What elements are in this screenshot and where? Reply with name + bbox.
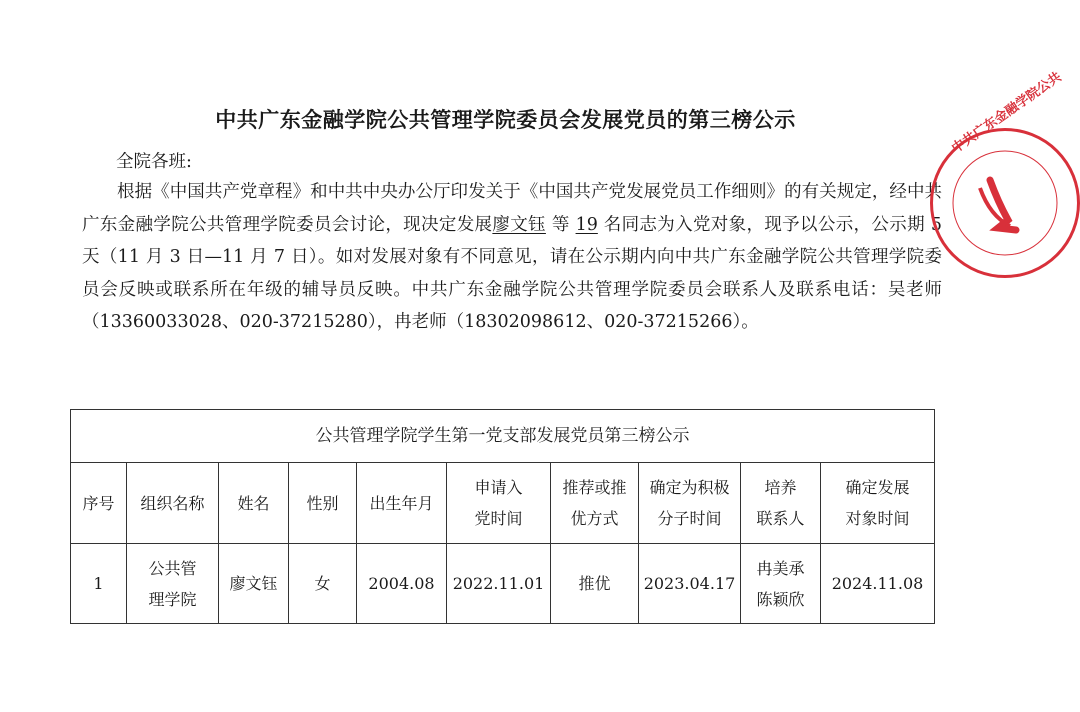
cell-org-line2: 理学院 bbox=[148, 589, 197, 609]
header-method-line1: 推荐或推 bbox=[562, 478, 627, 497]
header-dev-line2: 对象时间 bbox=[845, 509, 910, 528]
cell-apply-date: 2022.11.01 bbox=[447, 544, 551, 624]
cell-name: 廖文钰 bbox=[219, 544, 289, 624]
header-apply-line2: 党时间 bbox=[474, 509, 523, 528]
cell-contact bbox=[741, 544, 821, 624]
cell-dev-date: 2024.11.08 bbox=[821, 544, 935, 624]
header-activist-line1: 确定为积极 bbox=[649, 478, 730, 497]
cell-org-line1: 公共管 bbox=[148, 558, 197, 578]
header-no: 序号 bbox=[71, 463, 127, 544]
paragraph-text-a: 根据《中国共产党章程》和中共中央办公厅印发关于《中国共产党发展党员工作细则》的有关规定，经中共广东金融学院公共管理学院委员会讨论，现决定发展 bbox=[82, 182, 942, 235]
paragraph-text-c: 名同志为入党对象，现予以公示，公示期 5 天（11 月 3 日—11 月 7 日）。如对发展对象有不同意见，请在公示期内向中共广东金融学院公共管理学院委员会反映或联系所在年级的辅导员反映。中共广东金融学院公共管理学院委员会联系人及联系电话：吴老师（13360033028、020-37215280），冉老师（18302098612、020-37215266）。 bbox=[82, 214, 942, 332]
cell-birth: 2004.08 bbox=[357, 544, 447, 624]
cell-no: 1 bbox=[71, 544, 127, 624]
header-birth: 出生年月 bbox=[357, 463, 447, 544]
paragraph-text-b: 等 bbox=[551, 214, 570, 235]
official-seal bbox=[930, 69, 1080, 278]
page-title: 中共广东金融学院公共管理学院委员会发展党员的第三榜公示 bbox=[215, 108, 796, 132]
header-activist-date bbox=[639, 463, 741, 544]
table-header-row bbox=[71, 463, 935, 544]
header-apply-date bbox=[447, 463, 551, 544]
header-method bbox=[551, 463, 639, 544]
header-contact-line1: 培养 bbox=[764, 478, 797, 497]
header-contact-line2: 联系人 bbox=[756, 509, 805, 528]
header-name: 姓名 bbox=[219, 463, 289, 544]
body-paragraph bbox=[82, 176, 942, 339]
cell-org bbox=[127, 544, 219, 624]
candidate-table bbox=[70, 409, 935, 624]
header-method-line2: 优方式 bbox=[570, 509, 619, 528]
candidate-name-underlined: 廖文钰 bbox=[492, 214, 546, 235]
header-org: 组织名称 bbox=[127, 463, 219, 544]
header-dev-date bbox=[821, 463, 935, 544]
cell-gender: 女 bbox=[289, 544, 357, 624]
candidate-count-underlined: 19 bbox=[575, 214, 598, 235]
seal-text: 中共广东金融学院公共 bbox=[949, 69, 1065, 157]
header-gender: 性别 bbox=[289, 463, 357, 544]
header-activist-line2: 分子时间 bbox=[657, 509, 722, 528]
cell-activist-date: 2023.04.17 bbox=[639, 544, 741, 624]
cell-contact-line1: 冉美承 bbox=[756, 558, 805, 578]
table-row bbox=[71, 544, 935, 624]
cell-contact-line2: 陈颖欣 bbox=[756, 589, 805, 609]
cell-method: 推优 bbox=[551, 544, 639, 624]
header-apply-line1: 申请入 bbox=[474, 478, 523, 497]
salutation: 全院各班: bbox=[116, 152, 192, 172]
header-dev-line1: 确定发展 bbox=[845, 478, 910, 497]
header-contact bbox=[741, 463, 821, 544]
table-caption: 公共管理学院学生第一党支部发展党员第三榜公示 bbox=[71, 410, 935, 463]
candidate-table-wrapper bbox=[70, 409, 935, 624]
